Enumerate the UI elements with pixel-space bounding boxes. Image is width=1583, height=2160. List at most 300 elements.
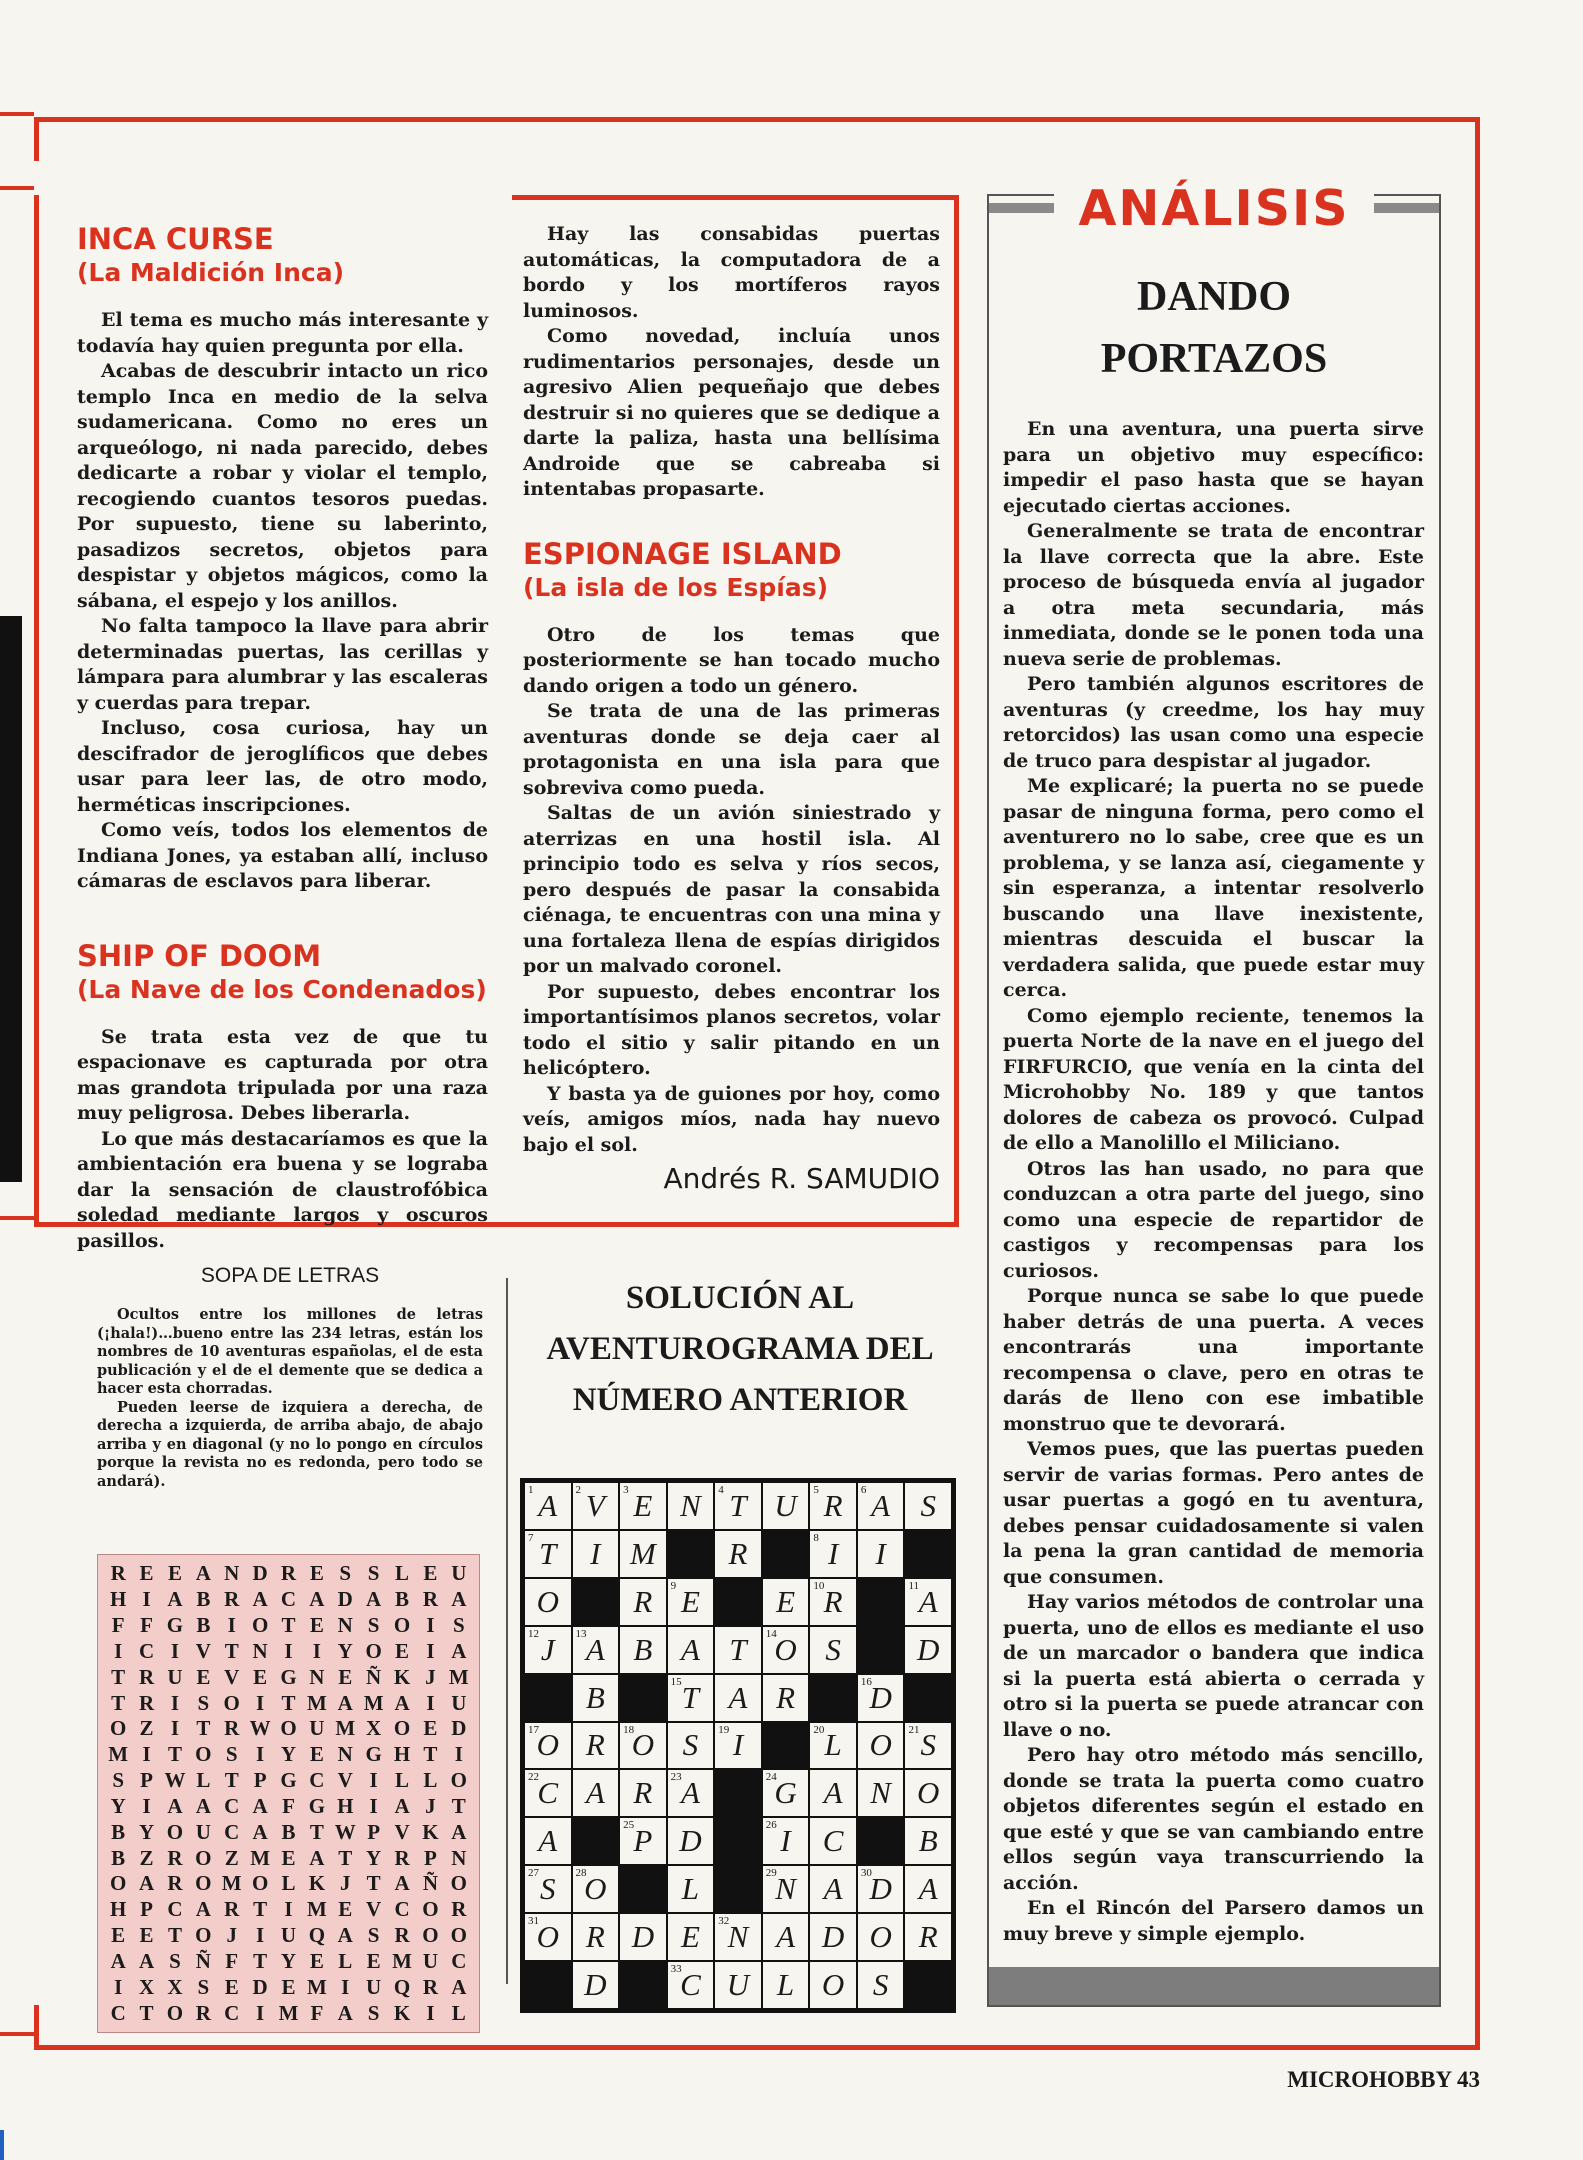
word-search-letter: O: [251, 1871, 269, 1896]
crossword-letter: R: [633, 1583, 653, 1619]
crossword-cell: [572, 1961, 620, 2009]
crossword-cell: [714, 1674, 762, 1722]
analisis-badge: ANÁLISIS: [1054, 180, 1374, 238]
word-search-letter: A: [252, 1793, 268, 1818]
crossword-cell: [524, 1626, 572, 1674]
word-search-letter: O: [110, 1716, 127, 1741]
crossword-black-cell: [714, 1769, 762, 1817]
paragraph: Acabas de descubrir intacto un rico templo Inca en medio de la selva sudamericana. Como no eres un arqueólogo, ni nada parecido, debes dedicarte a robar y violar el templo, recogiendo cuantos tesoros puedas. Por supuesto, tiene su laberinto, pasadizos secretos, objetos para despistar y objetos mágicos, como la sábana, el espejo y los anillos.: [77, 360, 488, 612]
word-search-letter: U: [451, 1561, 467, 1586]
word-search-letter: I: [114, 1638, 123, 1663]
word-search-letter: A: [451, 1587, 467, 1612]
article-frame-top: [512, 195, 959, 200]
paragraph: No falta tampoco la llave para abrir determinadas puertas, las cerillas y lámpara para alumbrar y las escaleras y cuerdas para trepar.: [77, 615, 488, 714]
crossword-cell: [762, 1578, 810, 1626]
crossword-black-cell: [762, 1530, 810, 1578]
word-search-letter: I: [284, 1638, 293, 1663]
crossword-cell: [809, 1530, 857, 1578]
section-subtitle-ship-of-doom: (La Nave de los Condenados): [77, 974, 487, 1004]
column-divider: [506, 1278, 508, 1984]
crossword-letter: R: [585, 1727, 605, 1763]
word-search-letter: O: [422, 1897, 439, 1922]
crossword-black-cell: [619, 1865, 667, 1913]
word-search-letter: E: [423, 1561, 438, 1586]
word-search-letter: T: [139, 2000, 154, 2025]
crossword-letter: N: [727, 1919, 749, 1955]
crossword-black-cell: [809, 1674, 857, 1722]
crossword-cell: [524, 1913, 572, 1961]
word-search-letter: D: [451, 1716, 467, 1741]
crossword-cell: [714, 1722, 762, 1770]
crossword-cell: [714, 1961, 762, 2009]
crossword-letter: O: [631, 1727, 655, 1763]
crossword-cell: [572, 1530, 620, 1578]
paragraph: Hay varios métodos de controlar una puerta, uno de ellos es mediante el uso de un marcador o bandera que indica si la puerta está abierta o cerrada y otro si la puerta se puede atrancar con llave o no.: [1003, 1591, 1424, 1741]
analisis-title: [989, 266, 1439, 390]
crossword-cell: [762, 1626, 810, 1674]
word-search-letter: I: [256, 1923, 265, 1948]
sopa-instructions: [97, 1306, 483, 1491]
margin-tab: [0, 112, 34, 116]
crossword-cell: [572, 1626, 620, 1674]
analisis-bottom-band: [989, 1967, 1439, 2005]
word-search-letter: I: [114, 1974, 123, 1999]
margin-black-strip: [0, 616, 22, 1182]
crossword-cell: [619, 1530, 667, 1578]
crossword-letter: U: [726, 1967, 750, 2003]
word-search-letter: L: [281, 1871, 296, 1896]
crossword-letter: N: [870, 1775, 891, 1811]
crossword-letter: L: [681, 1871, 700, 1907]
word-search-letter: T: [196, 1716, 211, 1741]
crossword-clue-number: 5: [813, 1484, 819, 1496]
crossword-letter: C: [680, 1967, 701, 2003]
word-search-letter: G: [365, 1742, 382, 1767]
word-search-letter: R: [195, 2000, 211, 2025]
word-search-letter: A: [309, 1587, 325, 1612]
crossword-letter: I: [590, 1535, 601, 1571]
crossword-letter: N: [680, 1487, 701, 1523]
word-search-letter: Y: [280, 1948, 297, 1973]
word-search-letter: A: [451, 1974, 467, 1999]
crossword-cell: [572, 1482, 620, 1530]
word-search-letter: L: [196, 1768, 211, 1793]
margin-blue-strip: [0, 2130, 4, 2160]
word-search-letter: S: [197, 1690, 210, 1715]
crossword-letter: G: [774, 1775, 797, 1811]
crossword-cell: [667, 1865, 715, 1913]
crossword-cell: [904, 1722, 952, 1770]
word-search-letter: P: [140, 1768, 153, 1793]
word-search-letter: I: [369, 1793, 378, 1818]
crossword-black-cell: [714, 1578, 762, 1626]
word-search-letter: X: [366, 1716, 382, 1741]
word-search-letter: S: [367, 1613, 380, 1638]
word-search-letter: P: [423, 1845, 437, 1870]
word-search-letter: R: [280, 1561, 297, 1586]
word-search-letter: A: [451, 1638, 467, 1663]
crossword-letter: M: [629, 1535, 656, 1571]
word-search-letter: I: [256, 1690, 265, 1715]
crossword-cell: [524, 1482, 572, 1530]
word-search-letter: R: [224, 1716, 240, 1741]
word-search-letter: X: [167, 1974, 183, 1999]
word-search-letter: B: [196, 1587, 211, 1612]
crossword-cell: [524, 1769, 572, 1817]
crossword-black-cell: [714, 1817, 762, 1865]
paragraph: Hay las consabidas puertas automáticas, la computadora de a bordo y los mortíferos rayos luminosos.: [523, 223, 940, 322]
paragraph: Pueden leerse de izquiera a derecha, de derecha a izquierda, de arriba abajo, de abajo arriba y en diagonal (y no lo pongo en círculos porque la revista no es redonda, pero todo se andará).: [97, 1398, 483, 1490]
crossword-cell: [667, 1626, 715, 1674]
word-search-letter: M: [306, 1897, 327, 1922]
word-search-letter: T: [281, 1690, 296, 1715]
paragraph: En el Rincón del Parsero damos un muy breve y simple ejemplo.: [1003, 1897, 1424, 1945]
paragraph: Vemos pues, que las puertas pueden servir de varias formas. Pero antes de usar puertas a gogó en tu aventura, debes pensar cuidadosamente si valen la pena la gran cantidad de memoria que consumen.: [1003, 1438, 1424, 1588]
word-search-letter: P: [253, 1768, 267, 1793]
crossword-cell: [857, 1769, 905, 1817]
crossword-letter: B: [633, 1631, 653, 1667]
crossword-cell: [572, 1865, 620, 1913]
article-frame-right: [954, 195, 959, 1227]
crossword-letter: I: [732, 1727, 744, 1763]
word-search-letter: E: [309, 1613, 324, 1638]
crossword-clue-number: 8: [813, 1531, 819, 1544]
word-search-letter: H: [337, 1793, 354, 1818]
word-search-letter: I: [256, 2000, 265, 2025]
word-search-letter: N: [309, 1664, 325, 1689]
word-search-letter: G: [166, 1613, 184, 1638]
crossword-cell: [524, 1865, 572, 1913]
paragraph: Lo que más destacaríamos es que la ambientación era buena y se lograba dar la sensación de claustrofóbica soledad mediante largos y oscuros pasillos.: [77, 1127, 488, 1252]
word-search-letter: E: [139, 1561, 154, 1586]
word-search-letter: Z: [224, 1845, 239, 1870]
margin-tab: [0, 2032, 34, 2036]
word-search-letter: T: [224, 1768, 239, 1793]
word-search-letter: E: [196, 1664, 211, 1689]
crossword-cell: [619, 1817, 667, 1865]
magazine-name: MICROHOBBY: [1287, 2067, 1452, 2092]
word-search-letter: I: [256, 1742, 265, 1767]
crossword-letter: A: [585, 1775, 605, 1811]
crossword-clue-number: 24: [765, 1771, 777, 1784]
paragraph: Ocultos entre los millones de letras (¡hala!)…bueno entre las 234 letras, están los nombres de 10 aventuras españolas, el de esta publicación y el de el demente que se dedica a hacer esta chorradas.: [97, 1306, 483, 1397]
word-search-letter: A: [337, 1690, 353, 1715]
crossword-cell: [857, 1674, 905, 1722]
paragraph: Generalmente se trata de encontrar la llave correcta que la abre. Este proceso de búsqueda envía al jugador a otra meta secundaria, más inmediata, donde se le ponen toda una nueva serie de problemas.: [1003, 520, 1424, 670]
crossword-letter: D: [584, 1967, 607, 2003]
word-search-letter: L: [423, 1768, 438, 1793]
crossword-black-cell: [524, 1674, 572, 1722]
word-search-letter: Y: [138, 1819, 155, 1844]
word-search-letter: L: [451, 2000, 466, 2025]
crossword-clue-number: 19: [718, 1723, 730, 1736]
crossword-letter: R: [633, 1775, 653, 1811]
solucion-title-line-3: NÚMERO ANTERIOR: [572, 1382, 908, 1418]
crossword-letter: T: [729, 1631, 747, 1667]
word-search-letter: T: [253, 1948, 268, 1973]
crossword-cell: [524, 1530, 572, 1578]
word-search-letter: T: [111, 1690, 126, 1715]
crossword-letter: D: [679, 1823, 702, 1859]
word-search-letter: Z: [139, 1845, 154, 1870]
crossword-black-cell: [619, 1961, 667, 2009]
crossword-cell: [714, 1482, 762, 1530]
crossword-solution-grid: [520, 1478, 956, 2013]
crossword-letter: S: [825, 1631, 841, 1667]
crossword-cell: [619, 1769, 667, 1817]
crossword-black-cell: [572, 1817, 620, 1865]
crossword-letter: A: [728, 1679, 748, 1715]
paragraph: Se trata esta vez de que tu espacionave es capturada por otra mas grandota tripulada por una raza muy peligrosa. Debes liberarla.: [77, 1025, 488, 1124]
word-search-letter: I: [170, 1690, 180, 1715]
crossword-letter: A: [918, 1583, 938, 1619]
word-search-letter: I: [142, 1742, 151, 1767]
word-search-letter: V: [366, 1897, 382, 1922]
crossword-letter: A: [823, 1775, 843, 1811]
word-search-letter: C: [138, 1638, 155, 1663]
crossword-letter: D: [869, 1871, 892, 1907]
word-search-letter: U: [309, 1716, 325, 1741]
frame-top: [34, 117, 1480, 122]
word-search-letter: M: [363, 1690, 384, 1715]
word-search-letter: R: [138, 1690, 155, 1715]
paragraph: Saltas de un avión siniestrado y aterrizas en una hostil isla. Al principio todo es selva y ríos secos, pero después de pasar la consabida ciénaga, te encuentras con una mina y una fortaleza llena de espías dirigidos por un malvado coronel.: [523, 802, 940, 977]
word-search-letter: F: [310, 2000, 324, 2025]
word-search-letter: S: [112, 1768, 125, 1793]
crossword-cell: [667, 1722, 715, 1770]
crossword-letter: A: [680, 1631, 700, 1667]
crossword-letter: A: [776, 1919, 795, 1955]
crossword-letter: B: [585, 1679, 605, 1715]
crossword-clue-number: 28: [575, 1867, 587, 1880]
crossword-clue-number: 27: [528, 1867, 539, 1880]
word-search-letter: O: [195, 1742, 212, 1767]
crossword-letter: R: [776, 1679, 795, 1715]
crossword-letter: C: [822, 1823, 844, 1859]
crossword-cell: [809, 1626, 857, 1674]
word-search-letter: T: [451, 1793, 466, 1818]
section-title-espionage-island: ESPIONAGE ISLAND: [523, 536, 842, 571]
crossword-cell: [809, 1817, 857, 1865]
word-search-letter: U: [422, 1948, 438, 1973]
word-search-letter: C: [224, 2000, 240, 2025]
word-search-letter: D: [252, 1561, 268, 1586]
crossword-cell: [762, 1674, 810, 1722]
word-search-letter: O: [450, 1923, 467, 1948]
crossword-cell: [809, 1913, 857, 1961]
crossword-clue-number: 18: [623, 1723, 635, 1736]
crossword-letter: A: [871, 1487, 891, 1523]
crossword-cell: [714, 1530, 762, 1578]
word-search-letter: M: [306, 1690, 327, 1715]
crossword-cell: [524, 1722, 572, 1770]
page-number: 43: [1457, 2067, 1480, 2092]
word-search-letter: E: [281, 1974, 296, 1999]
crossword-clue-number: 11: [908, 1579, 920, 1592]
crossword-letter: A: [538, 1487, 558, 1523]
word-search-letter: R: [394, 1845, 410, 1870]
word-search-letter: M: [335, 1716, 356, 1741]
crossword-letter: E: [776, 1583, 795, 1619]
word-search-letter: A: [337, 1923, 353, 1948]
word-search-letter: W: [334, 1819, 356, 1844]
word-search-letter: O: [280, 1716, 297, 1741]
word-search-letter: J: [425, 1793, 436, 1818]
word-search-letter: R: [224, 1587, 240, 1612]
word-search-letter: H: [393, 1742, 411, 1767]
word-search-letter: A: [252, 1587, 268, 1612]
crossword-cell: [667, 1817, 715, 1865]
word-search-letter: R: [422, 1587, 438, 1612]
word-search-letter: A: [110, 1948, 126, 1973]
paragraph: Como veís, todos los elementos de Indiana Jones, ya estaban allí, incluso cámaras de esclavos para liberar.: [77, 819, 488, 892]
word-search-letter: I: [426, 1638, 435, 1663]
crossword-letter: O: [917, 1775, 940, 1811]
word-search-letter: A: [167, 1793, 183, 1818]
word-search-letter: W: [164, 1768, 186, 1793]
word-search-letter: T: [366, 1871, 381, 1896]
word-search-letter: O: [450, 1768, 467, 1793]
word-search-letter: G: [280, 1664, 297, 1689]
crossword-black-cell: [857, 1817, 905, 1865]
crossword-cell: [524, 1817, 572, 1865]
crossword-clue-number: 14: [765, 1627, 777, 1640]
section-title-inca-curse: INCA CURSE: [77, 222, 274, 256]
crossword-black-cell: [667, 1530, 715, 1578]
word-search-letter: I: [142, 1587, 151, 1612]
word-search-letter: A: [138, 1948, 155, 1973]
paragraph: Porque nunca se sabe lo que puede haber detrás de una puerta. A veces encontrarás una importante recompensa o clave, pero en otras te darás de lleno con ese imbatible monstruo que te devorará.: [1003, 1285, 1424, 1435]
word-search-letter: M: [250, 1845, 271, 1870]
crossword-letter: I: [827, 1535, 839, 1571]
word-search-letter: I: [426, 1690, 435, 1715]
crossword-letter: A: [585, 1631, 605, 1667]
crossword-cell: [572, 1913, 620, 1961]
word-search-letter: M: [108, 1742, 129, 1767]
word-search-letter: R: [167, 1845, 183, 1870]
word-search-letter: B: [281, 1819, 296, 1844]
sopa-title: SOPA DE LETRAS: [200, 1264, 380, 1287]
crossword-clue-number: 22: [528, 1771, 539, 1784]
word-search-letter: U: [280, 1923, 297, 1948]
word-search-letter: Ñ: [366, 1664, 382, 1689]
word-search-letter: I: [227, 1613, 236, 1638]
word-search-letter: O: [422, 1923, 439, 1948]
crossword-clue-number: 26: [765, 1819, 777, 1832]
word-search-letter: B: [196, 1613, 211, 1638]
word-search-letter: F: [140, 1613, 153, 1638]
word-search-grid: [97, 1554, 480, 2033]
word-search-letter: D: [252, 1974, 268, 1999]
word-search-letter: O: [195, 1845, 212, 1870]
frame-right: [1475, 117, 1480, 2050]
word-search-letter: E: [309, 1742, 324, 1767]
word-search-letter: E: [423, 1716, 438, 1741]
word-search-letter: B: [111, 1819, 126, 1844]
word-search-letter: V: [224, 1664, 240, 1689]
word-search-letter: A: [394, 1871, 410, 1896]
crossword-cell: [572, 1769, 620, 1817]
crossword-clue-number: 32: [718, 1915, 730, 1928]
paragraph: Por supuesto, debes encontrar los importantísimos planos secretos, volar todo el sitio y salir pitando en un helicóptero.: [523, 980, 940, 1079]
paragraph: El tema es mucho más interesante y todavía hay quien pregunta por ella.: [77, 309, 488, 357]
crossword-cell: [904, 1482, 952, 1530]
crossword-letter: V: [585, 1487, 605, 1523]
word-search-letter: C: [309, 1768, 325, 1793]
crossword-clue-number: 21: [908, 1723, 920, 1736]
crossword-black-cell: [524, 1961, 572, 2009]
word-search-letter: S: [452, 1613, 465, 1638]
word-search-letter: U: [451, 1690, 467, 1715]
paragraph: Como ejemplo reciente, tenemos la puerta Norte de la nave en el juego del FIRFURCIO, que venía en la cinta del Microhobby No. 189 y que tantos dolores de cabeza os provocó. Culpad de ello a Manolillo el Miliciano.: [1003, 1004, 1424, 1154]
crossword-letter: A: [823, 1871, 843, 1907]
crossword-cell: [809, 1769, 857, 1817]
crossword-letter: E: [680, 1583, 700, 1619]
crossword-letter: D: [821, 1919, 845, 1955]
crossword-clue-number: 23: [670, 1771, 682, 1784]
crossword-letter: N: [775, 1871, 796, 1907]
word-search-letter: K: [308, 1871, 326, 1896]
crossword-black-cell: [904, 1674, 952, 1722]
word-search-letter: I: [170, 1638, 180, 1663]
word-search-letter: Y: [337, 1638, 353, 1663]
crossword-cell: [762, 1482, 810, 1530]
crossword-letter: S: [920, 1487, 936, 1523]
word-search-letter: O: [393, 1716, 411, 1741]
word-search-letter: U: [195, 1819, 211, 1844]
word-search-letter: G: [280, 1768, 297, 1793]
crossword-cell: [904, 1769, 952, 1817]
word-search-letter: R: [451, 1897, 467, 1922]
margin-tab: [0, 1216, 34, 1220]
word-search-letter: A: [138, 1871, 155, 1896]
crossword-letter: E: [680, 1919, 700, 1955]
word-search-letter: A: [195, 1561, 211, 1586]
word-search-letter: R: [422, 1974, 438, 1999]
word-search-letter: M: [448, 1664, 469, 1689]
word-search-letter: Ñ: [195, 1948, 211, 1973]
crossword-cell: [714, 1626, 762, 1674]
paragraph: Incluso, cosa curiosa, hay un descifrador de jeroglíficos que debes usar para leer las, de otro modo, herméticas inscripciones.: [77, 717, 488, 816]
word-search-letter: S: [197, 1974, 210, 1999]
crossword-letter: D: [869, 1679, 892, 1715]
word-search-letter: Z: [139, 1716, 154, 1741]
word-search-letter: T: [338, 1845, 353, 1870]
word-search-letter: O: [166, 1819, 184, 1844]
word-search-letter: R: [394, 1923, 410, 1948]
word-search-letter: A: [394, 1690, 410, 1715]
crossword-black-cell: [572, 1578, 620, 1626]
word-search-letter: O: [195, 1871, 212, 1896]
word-search-letter: M: [392, 1948, 412, 1973]
crossword-clue-number: 16: [860, 1675, 872, 1688]
word-search-letter: O: [223, 1690, 240, 1715]
word-search-letter: A: [309, 1845, 325, 1870]
crossword-clue-number: 6: [860, 1484, 867, 1496]
word-search-letter: C: [110, 2000, 126, 2025]
word-search-letter: S: [367, 2000, 380, 2025]
crossword-clue-number: 13: [575, 1627, 587, 1640]
word-search-letter: A: [195, 1793, 211, 1818]
word-search-letter: M: [278, 2000, 299, 2025]
crossword-cell: [809, 1578, 857, 1626]
crossword-black-cell: [762, 1722, 810, 1770]
word-search-letter: E: [111, 1923, 126, 1948]
word-search-letter: F: [282, 1793, 295, 1818]
word-search-letter: G: [308, 1793, 326, 1818]
crossword-clue-number: 17: [528, 1723, 539, 1736]
word-search-letter: K: [393, 1664, 411, 1689]
